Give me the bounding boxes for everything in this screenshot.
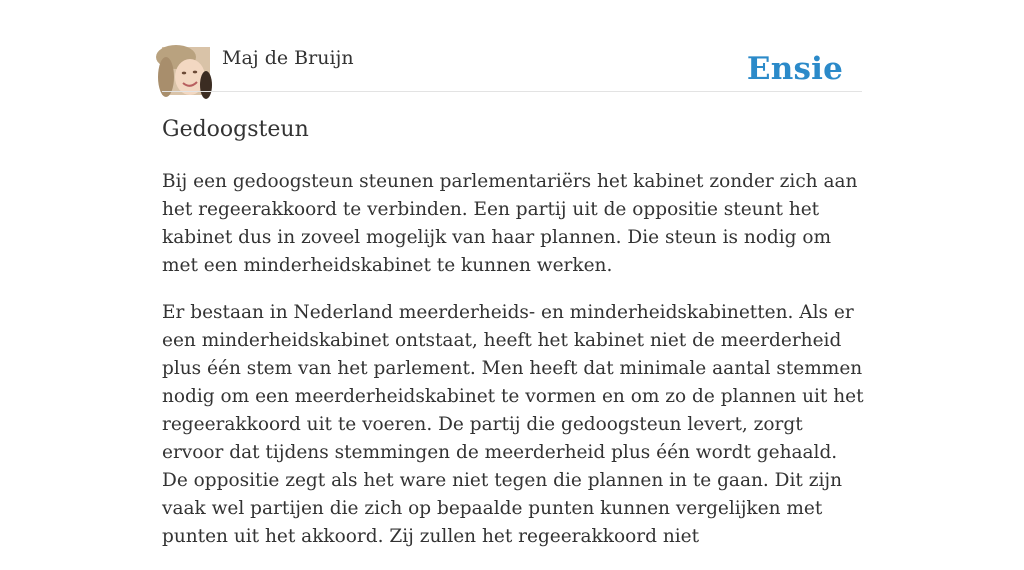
article-paragraph: Bij een gedoogsteun steunen parlementariërs het kabinet zonder zich aan het regeerakkoord te verbinden. Een partij uit de oppositie steunt het kabinet dus in zoveel mogelijk van haar plannen. Die steun is nodig om met een minderheidskabinet te kunnen werken.: [162, 171, 858, 276]
article-title: Gedoogsteun: [162, 117, 309, 142]
article-paragraph: Er bestaan in Nederland meerderheids- en minderheidskabinetten. Als er een minderheidskabinet ontstaat, heeft het kabinet niet de meerderheid plus één stem van het parlement. Men heeft dat minimale aantal stemmen nodig om een meerderheidskabinet te vormen en om zo de plannen uit het regeerakkoord uit te voeren. De partij die gedoogsteun levert, zorgt ervoor dat tijdens stemmingen de meerderheid plus één wordt gehaald. De oppositie zegt als het ware niet tegen die plannen in te gaan. Dit zijn vaak wel partijen die zich op bepaalde punten kunnen vergelijken met punten uit het akkoord. Zij zullen het regeerakkoord niet: [162, 302, 864, 547]
header-divider: [162, 91, 862, 92]
article-body: [162, 168, 864, 570]
author-avatar[interactable]: [162, 47, 210, 95]
site-logo[interactable]: Ensie: [746, 51, 843, 87]
author-name[interactable]: Maj de Bruijn: [222, 47, 354, 69]
